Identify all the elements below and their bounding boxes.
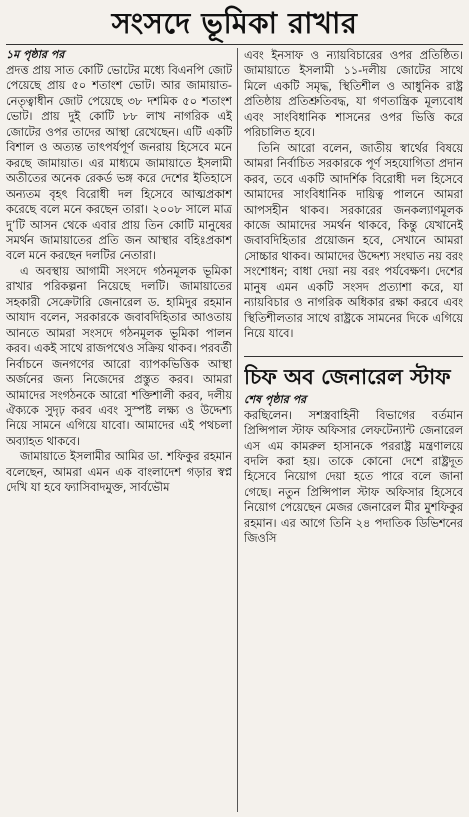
column-divider <box>237 48 238 812</box>
left-column <box>6 48 232 812</box>
headline-rule <box>6 44 463 45</box>
article-paragraph-1: প্রদত্ত প্রায় সাত কোটি ভোটের মধ্যে বিএনপি জোট পেয়েছে প্রায় ৫০ শতাংশ ভোট। আর জামায়াত-নেতৃত্বাধীন জোট পেয়েছে ৩৮ দশমিক ৫০ শতাংশ ভোট। প্রায় দুই কোটি ৮৮ লাখ নাগরিক এই জোটের ওপর তাদের আস্থা রেখেছেন। এটি একটি বিশাল ও অত্যন্ত তাৎপর্যপূর্ণ জনরায় হিসেবে মনে করছে জামায়াত। এর মাধ্যমে জামায়াতে ইসলামী অতীতের অনেক রেকর্ড ভঙ্গ করে দেশের ইতিহাসে অন্যতম বৃহৎ বিরোধী দল হিসেবে আত্মপ্রকাশ করেছে বলে মনে করছেন তারা। ২০০৮ সালে মাত্র দু’টি আসন থেকে এবার প্রায় তিন কোটি মানুষের সমর্থন জামায়াতের প্রতি জন আস্থার বহিঃপ্রকাশ বলে মনে করছেন দলটির নেতারা। <box>6 64 232 263</box>
second-story-headline: চিফ অব জেনারেল স্টাফ <box>244 364 451 389</box>
continuation-kicker: ১ম পৃষ্ঠার পর <box>6 48 65 61</box>
article-paragraph-3: জামায়াতে ইসলামীর আমির ডা. শফিকুর রহমান বলেছেন, আমরা এমন এক বাংলাদেশ গড়ার স্বপ্ন দেখি যা হবে ফ্যাসিবাদমুক্ত, সার্বভৌম <box>6 450 232 495</box>
right-column <box>244 48 463 812</box>
second-story-kicker: শেষ পৃষ্ঠার পর <box>244 392 307 406</box>
second-story <box>244 356 463 547</box>
main-headline: সংসদে ভূমিকা রাখার <box>111 6 358 40</box>
article-paragraph-4: এবং ইনসাফ ও ন্যায়বিচারের ওপর প্রতিষ্ঠিত। জামায়াতে ইসলামী ১১-দলীয় জোটের সাথে মিলে একটি সমৃদ্ধ, স্থিতিশীল ও আধুনিক রাষ্ট্র প্রতিষ্ঠায় প্রতিশ্রুতিবদ্ধ, যা গণতান্ত্রিক মূল্যবোধ এবং সাংবিধানিক শাসনের ওপর ভিত্তি করে পরিচালিত হবে। <box>244 49 463 140</box>
article-paragraph-5: তিনি আরো বলেন, জাতীয় স্বার্থের বিষয়ে আমরা নির্বাচিত সরকারকে পূর্ণ সহযোগিতা প্রদান করব, তবে একটি আদর্শিক বিরোধী দল হিসেবে আমাদের সাংবিধানিক দায়িত্ব পালনে আমরা আপসহীন থাকব। সরকারের জনকল্যাণমূলক কাজে আমাদের সমর্থন থাকবে, কিন্তু যেখানেই জবাবদিহিতার প্রয়োজন হবে, সেখানে আমরা সোচ্চার থাকব। আমাদের উদ্দেশ্য সংঘাত নয় বরং সংশোধন; বাধা দেয়া নয় বরং পর্যবেক্ষণ। দেশের মানুষ এমন একটি সংসদ প্রত্যাশা করে, যা ন্যায়বিচার ও নাগরিক অধিকার রক্ষা করবে এবং স্থিতিশীলতার সাথে রাষ্ট্রকে সামনের দিকে এগিয়ে নিয়ে যাবে। <box>244 141 463 341</box>
article-paragraph-2: এ অবস্থায় আগামী সংসদে গঠনমূলক ভূমিকা রাখার পরিকল্পনা নিয়েছে দলটি। জামায়াতের সহকারী সেক্রেটারি জেনারেল ড. হামিদুর রহমান আযাদ বলেন, সরকারকে জবাবদিহিতার আওতায় আনতে আমরা সংসদে গঠনমূলক ভূমিকা পালন করব। একই সাথে রাজপথেও সক্রিয় থাকব। পরবর্তী নির্বাচনে জনগণের আরো ব্যাপকভিত্তিক আস্থা অর্জনের জন্য নিজেদের প্রস্তুত করব। আমরা আমাদের সংগঠনকে আরো শক্তিশালী করব, দলীয় ঐক্যকে সুদৃঢ় করব এবং সুস্পষ্ট লক্ষ্য ও উদ্দেশ্য নিয়ে সামনে এগিয়ে যাবো। আমাদের এই পথচলা অব্যাহত থাকবে। <box>6 264 232 448</box>
second-story-paragraph: করছিলেন। সশস্ত্রবাহিনী বিভাগের বর্তমান প্রিন্সিপাল স্টাফ অফিসার লেফটেন্যান্ট জেনারেল এস এম কামরুল হাসানকে পররাষ্ট্র মন্ত্রণালয়ে বদলি করা হয়। তাকে কোনো দেশে রাষ্ট্রদূত হিসেবে নিয়োগ দেয়া হতে পারে বলে জানা গেছে। নতুন প্রিন্সিপাল স্টাফ অফিসার হিসেবে নিয়োগ পেয়েছেন মেজর জেনারেল মীর মুশফিকুর রহমান। এর আগে তিনি ২৪ পদাতিক ডিভিশনের জিওসি <box>244 408 463 546</box>
